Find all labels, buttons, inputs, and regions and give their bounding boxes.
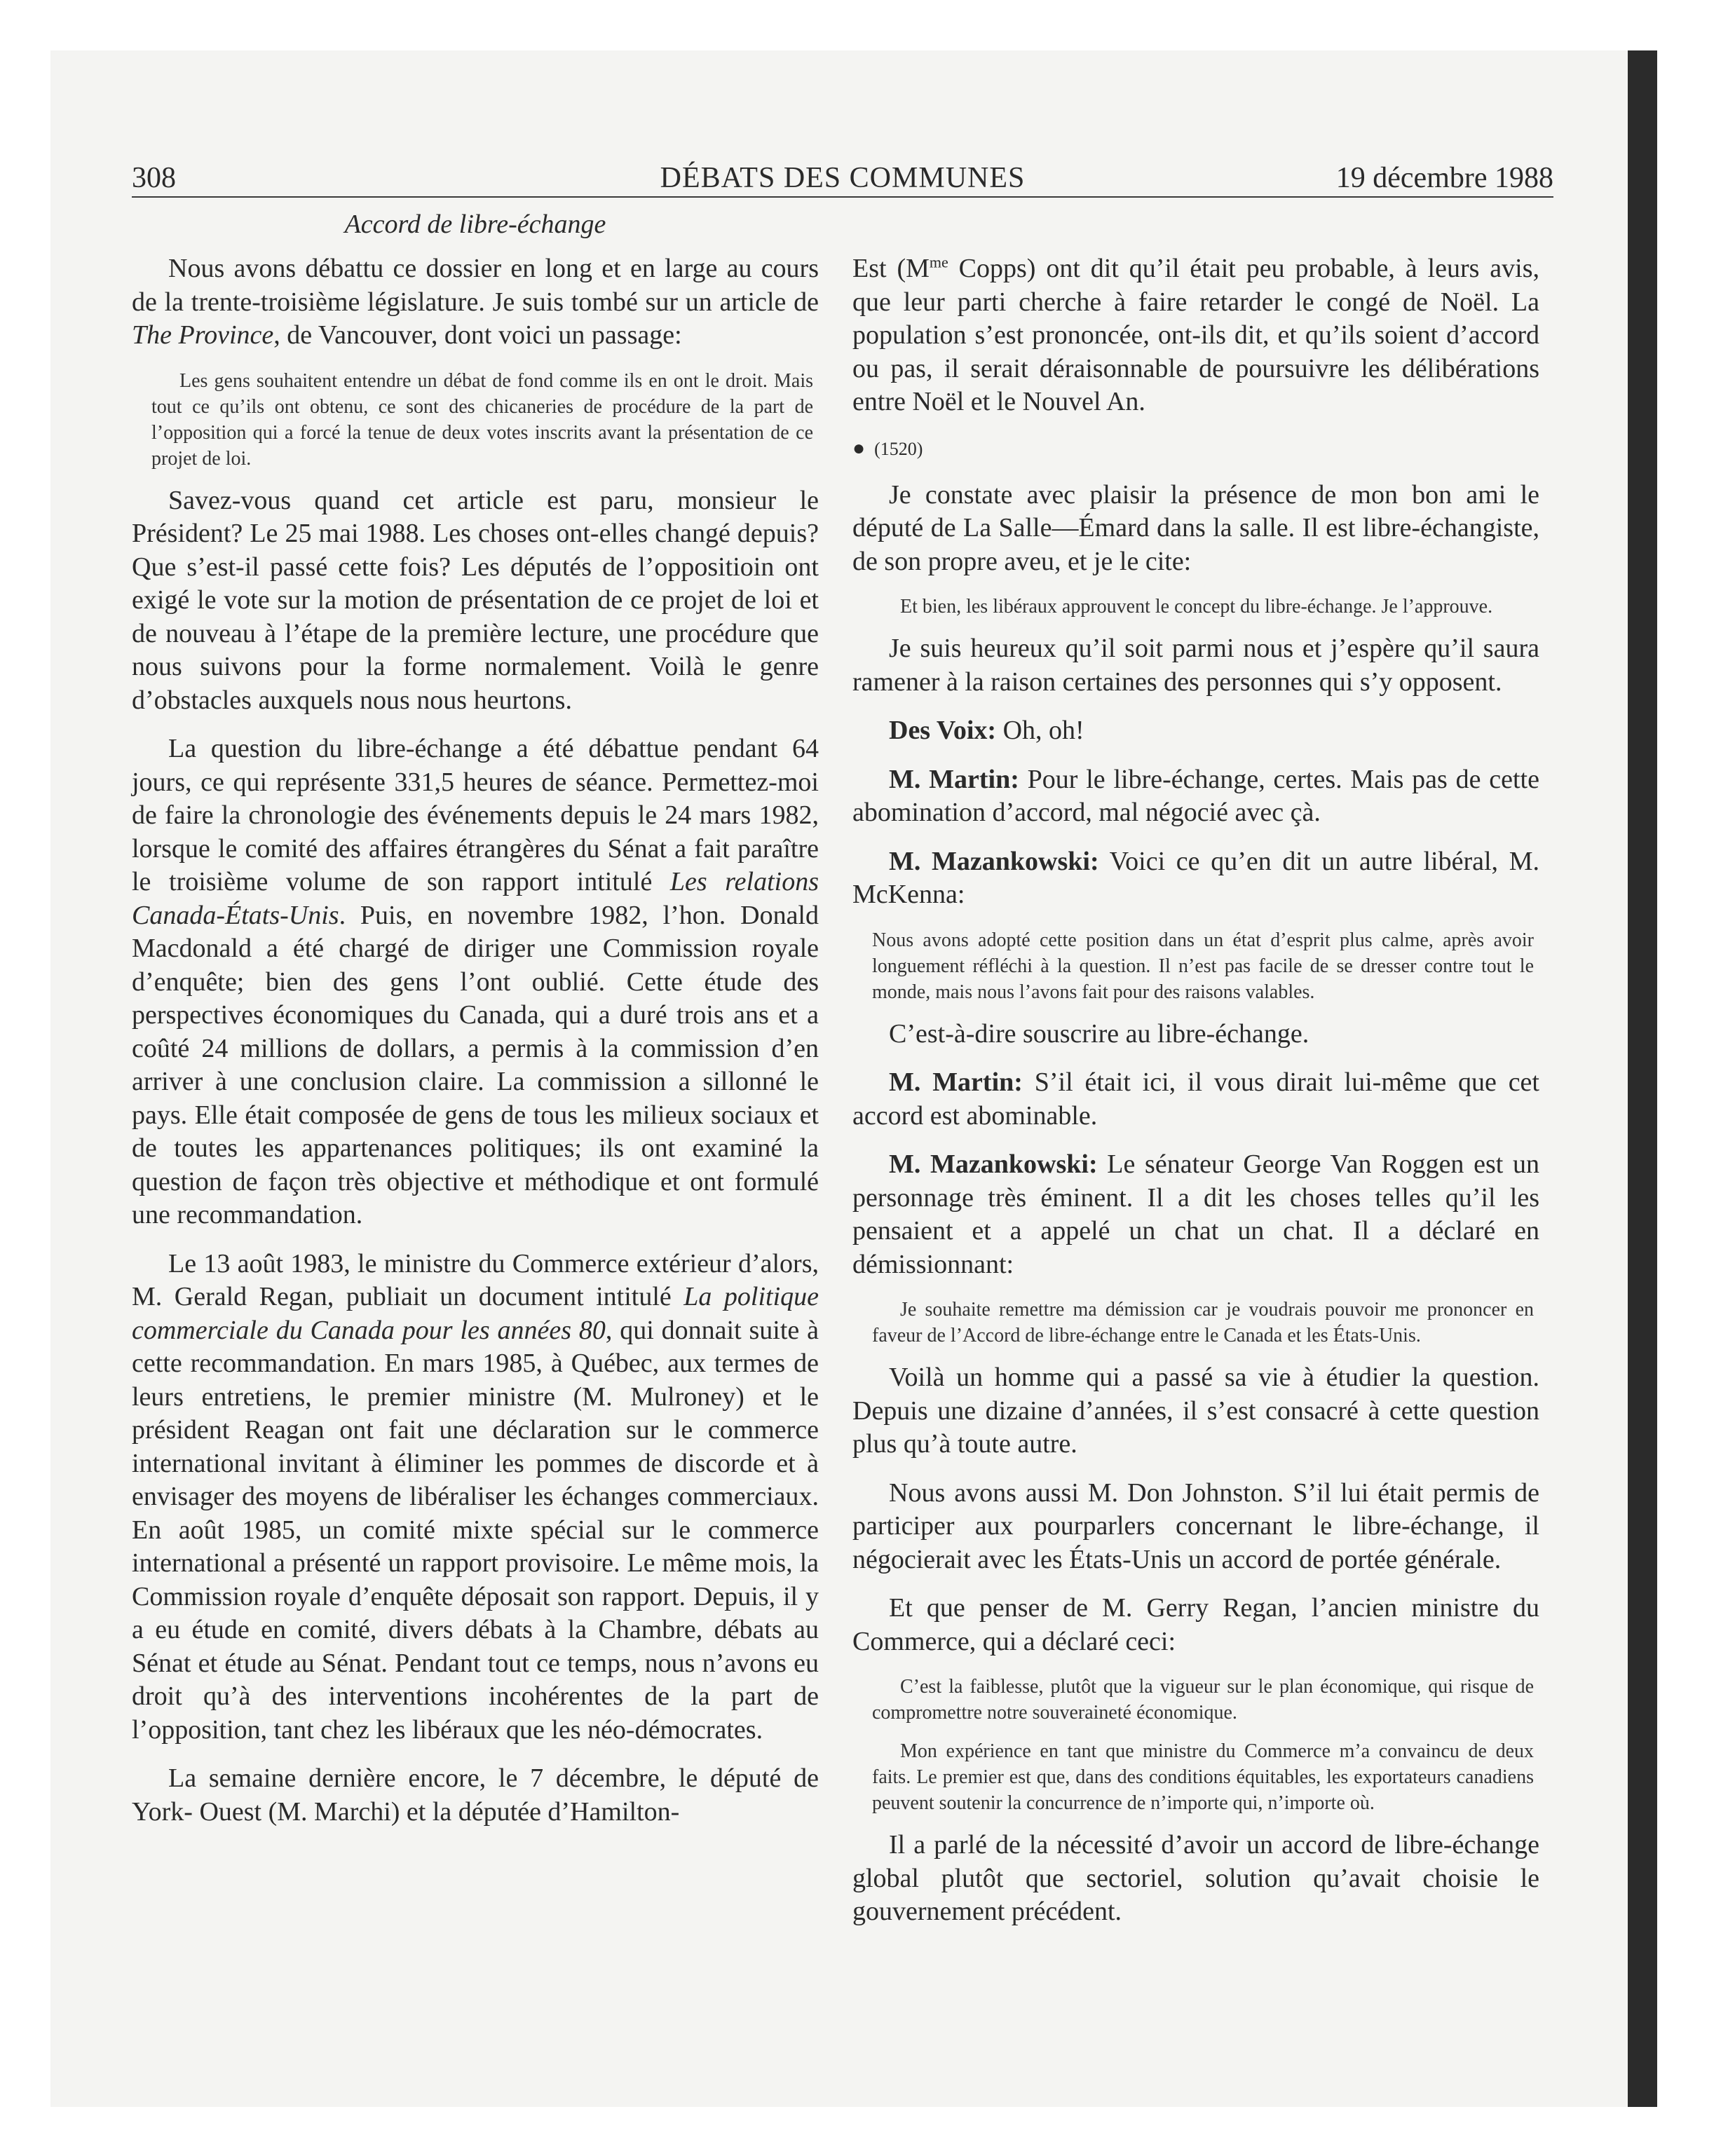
text-run: Nous avons débattu ce dossier en long et en large au cours de la trente-troisième législature. Je suis tombé sur un article de — [132, 254, 819, 317]
speech — [852, 714, 1539, 748]
block-quote: Nous avons adopté cette position dans un état d’esprit plus calme, après avoir longuement réfléchi à la question. Il n’est pas facile de se dresser contre tout le monde, mais nous l’avons fait pour des raisons valables. — [872, 929, 1534, 1003]
text-run: Est (M — [852, 254, 930, 283]
paragraph — [132, 1248, 819, 1747]
publication-title: The Province — [132, 320, 274, 350]
block-quote: Et bien, les libéraux approuvent le concept du libre-échange. Je l’approuve. — [900, 596, 1493, 618]
speech — [852, 763, 1539, 830]
speech-text: Pour le libre-échange, certes. Mais pas de cette abomination d’accord, mal négocié avec çà. — [852, 764, 1539, 827]
paragraph: Voilà un homme qui a passé sa vie à étudier la question. Depuis une dizaine d’années, il s’est consacré à cette question plus qu’à toute autre. — [852, 1363, 1539, 1459]
paragraph: Savez-vous quand cet article est paru, monsieur le Président? Le 25 mai 1988. Les choses ont-elles changé depuis? Que s’est-il passé cette fois? Les députés de l’oppositioin ont exigé le vote sur la motion de présentation de ce projet de loi et de nouveau à l’étape de la première lecture, une procédure que nous suivons pour la forme normalement. Voilà le genre d’obstacles auxquels nous nous heurtons. — [132, 485, 819, 715]
block-quote: Les gens souhaitent entendre un débat de fond comme ils en ont le droit. Mais tout ce qu’ils ont obtenu, ce sont des chicaneries de procédure de la part de l’opposition qui a forcé la tenue de deux votes inscrits avant la présentation de ce projet de loi. — [151, 369, 813, 470]
paragraph: Il a parlé de la nécessité d’avoir un accord de libre-échange global plutôt que sectoriel, solution qu’avait choisie le gouvernement précédent. — [852, 1830, 1539, 1926]
speaker-name: M. Martin: — [889, 764, 1019, 794]
speech-text: Voici ce qu’en dit un autre libéral, M. McKenna: — [852, 846, 1539, 909]
page-number: 308 — [132, 162, 176, 194]
paragraph: Je constate avec plaisir la présence de mon bon ami le député de La Salle—Émard dans la salle. Il est libre-échangiste, de son propre aveu, et je le cite: — [852, 479, 1539, 576]
text-run: , qui donnait suite à cette recommandation. En mars 1985, à Québec, aux termes de leurs entretiens, le premier ministre (M. Mulroney) et le président Reagan ont fait une déclaration sur le commerce international invitant à éliminer les pommes de discorde et à envisager des moyens de libéraliser les échanges commerciaux. En août 1985, un comité mixte spécial sur le commerce international a présenté un rapport provisoire. Le même mois, la Commission royale d’enquête déposait son rapport. Depuis, il y a eu étude en comité, divers débats à la Chambre, débats au Sénat et étude au Sénat. Pendant tout ce temps, nous n’avons eu droit qu’à des interventions incohérentes de la part de l’opposition, tant chez les libéraux que les néo-démocrates. — [132, 1315, 819, 1745]
page-header — [132, 160, 1553, 198]
block-quote: Mon expérience en tant que ministre du Commerce m’a convaincu de deux faits. Le premier est que, dans des conditions équitables, les exportateurs canadiens peuvent soutenir la concurrence de n’importe qui, n’importe où. — [872, 1740, 1534, 1814]
speech-text: Oh, oh! — [996, 716, 1084, 745]
paragraph — [132, 732, 819, 1232]
paragraph — [852, 252, 1539, 419]
document-title: La politique commerciale du Canada pour les années 80 — [132, 1282, 819, 1345]
text-run: Copps) ont dit qu’il était peu probable, à leurs avis, que leur parti cherche à faire retarder le congé de Noël. La population s’est prononcée, ont-ils dit, et qu’ils soient d’accord ou pas, il serait déraisonnable de poursuivre les délibérations entre Noël et le Nouvel An. — [852, 254, 1540, 416]
paragraph: Je suis heureux qu’il soit parmi nous et j’espère qu’il saura ramener à la raison certaines des personnes qui s’y opposent. — [852, 634, 1539, 697]
speech — [852, 845, 1539, 912]
paragraph: Nous avons aussi M. Don Johnston. S’il lui était permis de participer aux pourparlers concernant le libre-échange, il négocierait avec les États-Unis un accord de portée générale. — [852, 1478, 1539, 1574]
speech-text: Le sénateur George Van Roggen est un personnage très éminent. Il a dit les choses telles qu’il les pensaient et a appelé un chat un chat. Il a déclaré en démissionnant: — [852, 1149, 1539, 1279]
left-column — [132, 252, 819, 1844]
text-run: La question du libre-échange a été débattue pendant 64 jours, ce qui représente 331,5 heures de séance. Permettez-moi de faire la chronologie des événements depuis le 24 mars 1982, lorsque le comité des affaires étrangères du Sénat a fait paraître le troisième volume de son rapport intitulé — [132, 734, 819, 896]
paragraph: La semaine dernière encore, le 7 décembre, le député de York- Ouest (M. Marchi) et la députée d’Hamilton- — [132, 1763, 819, 1827]
paragraph: Et que penser de M. Gerry Regan, l’ancien ministre du Commerce, qui a déclaré ceci: — [852, 1593, 1539, 1656]
speech — [852, 1148, 1539, 1281]
speech — [852, 1066, 1539, 1133]
section-title: Accord de libre-échange — [344, 210, 606, 239]
scan-edge-bar — [1628, 50, 1657, 2107]
report-title: Les relations Canada-États-Unis — [132, 867, 819, 930]
page-date: 19 décembre 1988 — [1335, 162, 1553, 194]
text-run: , de Vancouver, dont voici un passage: — [273, 320, 682, 350]
text-run: Le 13 août 1983, le ministre du Commerce extérieur d’alors, M. Gerald Regan, publiait un document intitulé — [132, 1248, 819, 1311]
right-column — [852, 252, 1539, 1944]
speech-text: S’il était ici, il vous dirait lui-même que cet accord est abominable. — [852, 1067, 1539, 1131]
paragraph: C’est-à-dire souscrire au libre-échange. — [889, 1018, 1309, 1049]
paragraph — [132, 252, 819, 353]
superscript: me — [929, 253, 948, 271]
time-marker — [852, 435, 1539, 463]
speaker-name: Des Voix: — [889, 716, 997, 745]
speaker-name: M. Mazankowski: — [889, 846, 1099, 876]
text-run: . Puis, en novembre 1982, l’hon. Donald Macdonald a été chargé de diriger une Commission royale d’enquête; bien des gens l’ont oublié. Cette étude des perspectives économiques du Canada, qui a duré trois ans et a coûté 24 millions de dollars, a permis à la commission d’en arriver à une conclusion claire. La commission a sillonné le pays. Elle était composée de gens de tous les milieux sociaux et de toutes les appartenances politiques; ils ont examiné la question de façon très objective et méthodique et ont formulé une recommandation. — [132, 900, 819, 1229]
speaker-name: M. Martin: — [889, 1067, 1023, 1097]
bullet-icon: ● — [852, 436, 866, 460]
journal-title: DÉBATS DES COMMUNES — [660, 162, 1026, 194]
block-quote: C’est la faiblesse, plutôt que la vigueur sur le plan économique, qui risque de compromettre notre souveraineté économique. — [872, 1676, 1534, 1724]
speaker-name: M. Mazankowski: — [889, 1149, 1098, 1179]
block-quote: Je souhaite remettre ma démission car je voudrais pouvoir me prononcer en faveur de l’Accord de libre-échange entre le Canada et les États-Unis. — [872, 1299, 1534, 1346]
time-marker-label: (1520) — [874, 438, 923, 459]
